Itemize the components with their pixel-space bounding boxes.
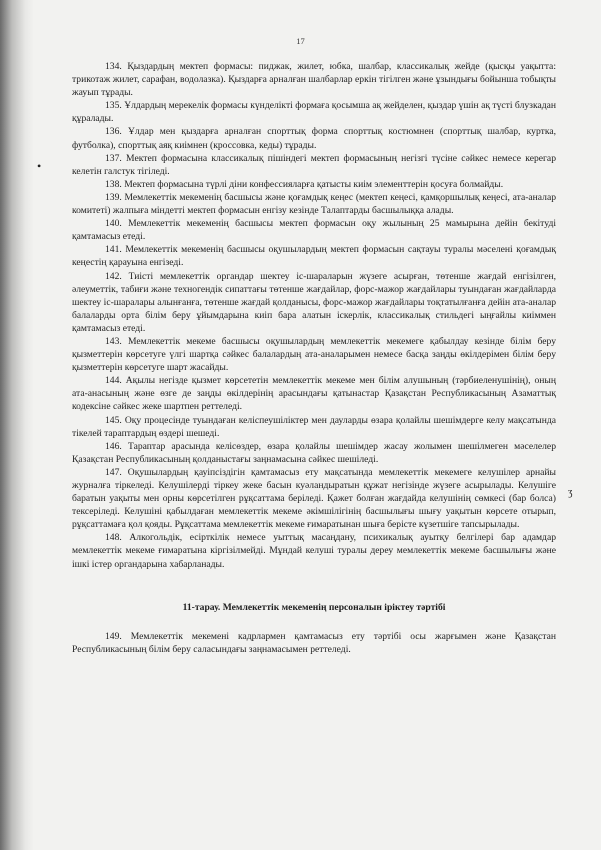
paragraph-134: 134. Қыздардың мектеп формасы: пиджак, жилет, юбка, шалбар, классикалық жейде (қысқы уақытта: трикотаж жилет, сарафан, водолазка). Қыздарға арналған шалбарлар еркін тігілген және ұзындығы бойынша тобықты жауып тұрады.: [72, 61, 556, 99]
page-number: 17: [296, 36, 305, 46]
paragraph-139: 139. Мемлекеттік мекеменің басшысы және қоғамдық кеңес (мектеп кеңесі, қамқоршылық кеңесі, ата-аналар комитеті) жалпыға міндетті мектеп формасын енгізу кезінде Талаптарды басшылыққа алады.: [72, 191, 556, 217]
paragraph-146: 146. Тараптар арасында келісөздер, өзара қолайлы шешімдер жасау жолымен шешілмеген мәселелер Қазақстан Республикасының қолданыстағы заңнамасына сәйкес шешіледі.: [72, 440, 556, 465]
paragraph-145: 145. Оқу процесінде туындаған келіспеушіліктер мен дауларды өзара қолайлы шешімдерге келу мақсатында тікелей тараптардың өздері шешеді.: [72, 414, 556, 439]
paragraph-137: 137. Мектеп формасына классикалық пішіндегі мектеп формасының негізгі түсіне сәйкес немесе керегар келетін галстук тігіледі.: [72, 152, 556, 177]
paragraph-140: 140. Мемлекеттік мекеменің басшысы мектеп формасын оқу жылының 25 мамырына дейін бекітуді қамтамасыз етеді.: [72, 218, 556, 243]
paragraph-143: 143. Мемлекеттік мекеме басшысы оқушылардың мемлекеттік мекемеге қабылдау кезінде білім беру қызметтерін көрсетуге үлгі шартқа сәйкес балалардың ата-аналарымен немесе басқа заңды өкілдерімен білім беру қызметтерін көрсетуге шарт жасайды.: [72, 335, 556, 374]
paragraph-148: 148. Алкогольдік, есірткілік немесе уыттық масаңдану, психикалық ауытқу белгілері бар адамдар мемлекеттік мекеме ғимаратына кіргізілмейді. Мұндай келуші туралы дереу мемлекеттік мекеме басшылығы және ішкі істер органдарына хабарланады.: [72, 532, 556, 570]
paragraph-149: 149. Мемлекеттік мекемені кадрлармен қамтамасыз ету тәртібі осы жарғымен және Қазақстан Республикасының білім беру саласындағы заңнамасымен реттеледі.: [72, 630, 556, 655]
paragraph-147: 147. Оқушылардың қауіпсіздігін қамтамасыз ету мақсатында мемлекеттік мекемеге келушілер арнайы журналға тіркеледі. Келушілерді тіркеу жеке басын куәландыратын құжат негізінде жүзеге асырылады. Келушіге баратын уақыты мен орны көрсетілген рұқсаттама беріледі. Қажет болған жағдайда келушінің сөмкесі (бар болса) тексеріледі. Келушіні қабылдаған мемлекеттік мекеме әкімшілігінің басшылығы шығу уақытын көрсете отырып, рұқсаттамаға қол қояды. Рұқсаттама мемлекеттік мекеме ғимаратынан шыға берісте күзетшіге тапсырылады.: [72, 466, 556, 531]
paragraph-135: 135. Ұлдардың мерекелік формасы күнделікті формаға қосымша ақ жейделен, қыздар үшін ақ түсті блузкадан құралады.: [72, 100, 556, 125]
margin-dot-mark: •: [37, 159, 42, 173]
paragraph-144: 144. Ақылы негізде қызмет көрсететін мемлекеттік мекеме мен білім алушының (тәрбиеленушінің), оның ата-анасының және өзге де заңды өкілдерінің арасындағы қатынастар Қазақстан Республикасының Азаматтық кодексіне сәйкес жеке шартпен реттеледі.: [72, 375, 556, 413]
paragraph-141: 141. Мемлекеттік мекеменің басшысы оқушылардың мектеп формасын сақтауы туралы мәселені қоғамдық кеңестің қарауына енгізеді.: [72, 244, 556, 269]
paragraph-136: 136. Ұлдар мен қыздарға арналған спорттық форма спорттық костюмнен (спорттық шалбар, куртка, футболка), спорттық аяқ киімнен (кроссовка, кеды) тұрады.: [72, 126, 556, 151]
paragraph-138: 138. Мектеп формасына түрлі діни конфессияларға қатысты киім элементтерін қосуға болмайды.: [105, 178, 504, 190]
margin-pen-mark: ʒ: [568, 487, 573, 498]
section-heading: 11-тарау. Мемлекеттік мекеменің персоналын іріктеу тәртібі: [182, 601, 446, 613]
paragraph-142: 142. Тиісті мемлекеттік органдар шектеу іс-шараларын жүзеге асырған, төтенше жағдай енгізілген, әлеуметтік, табиғи және техногендік сипаттағы төтенше жағдайлар, форс-мажор жағдайлары туындаған жағдайларда шектеу іс-шаралары алынғанға, төтенше жағдай қолданысы, форс-мажор жағдайлары тоқтатылғанға дейін ата-аналар балаларды орта білім беру ұйымдарына киіп бара алатын іскерлік, классикалық стильдегі ыңғайлы киіммен қамтамасыз етеді.: [72, 270, 556, 334]
page-shadow-edge: [0, 0, 34, 850]
document-body: [72, 60, 556, 656]
